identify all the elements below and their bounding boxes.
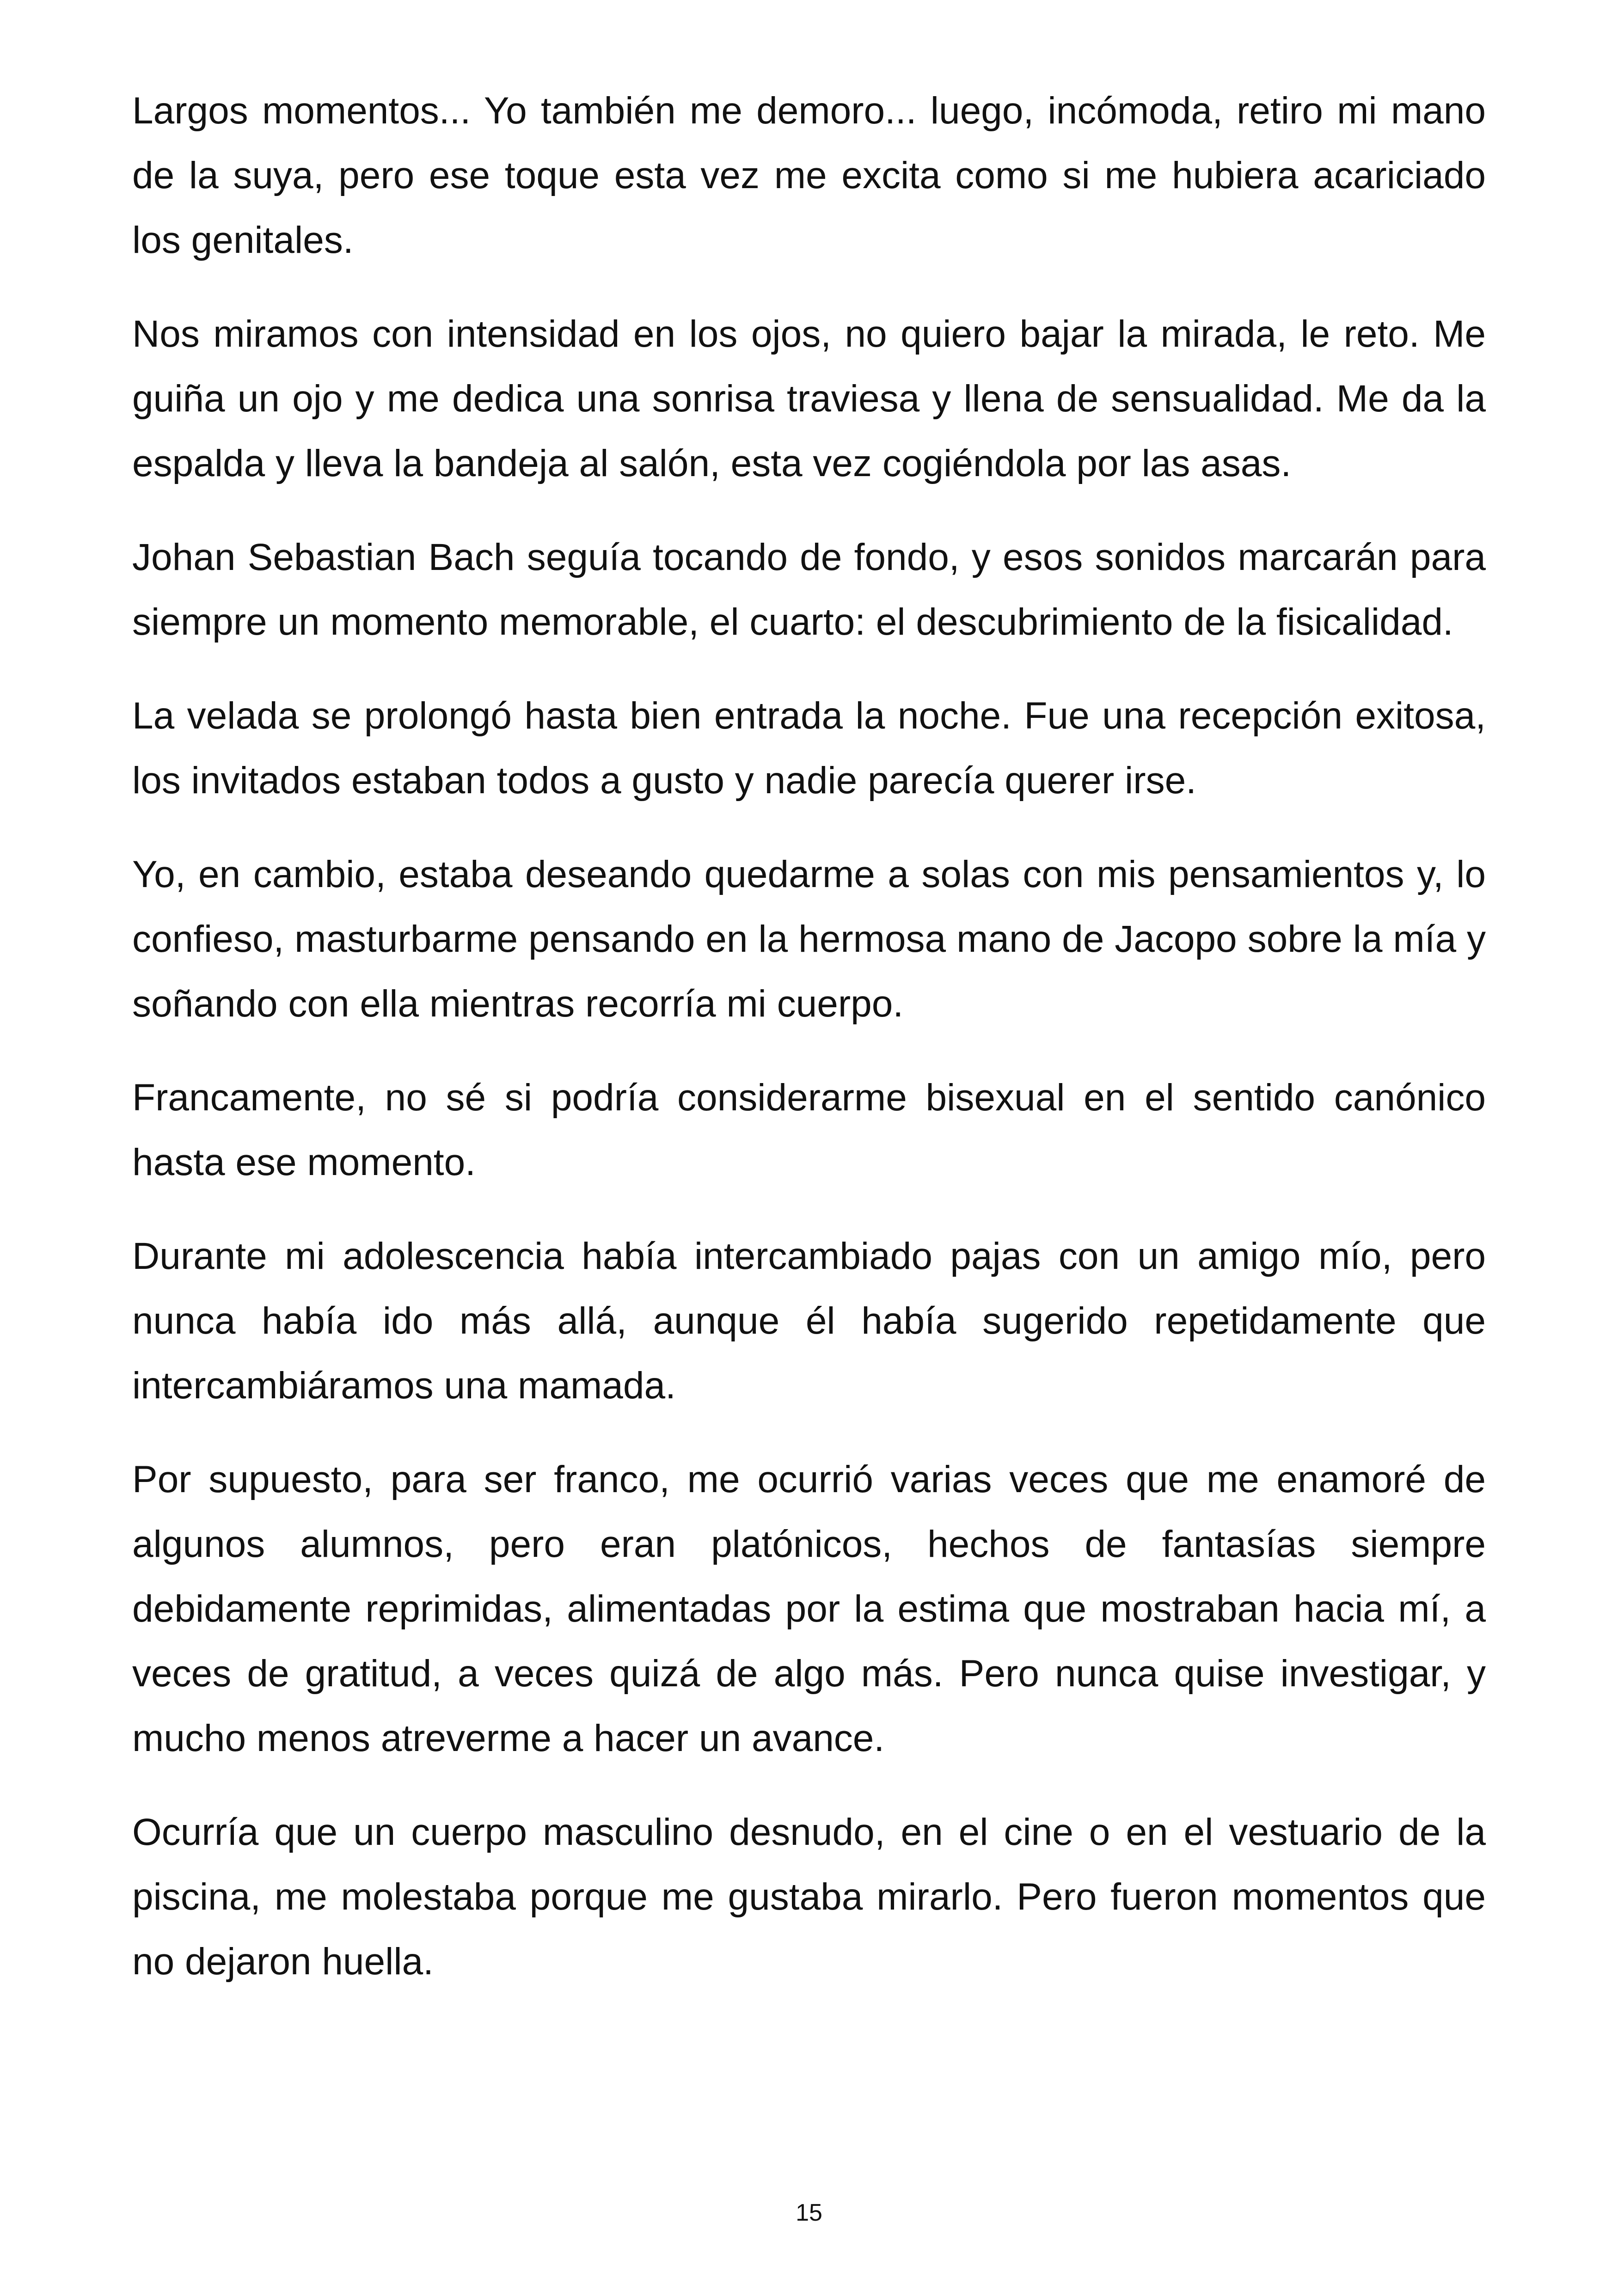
paragraph: Por supuesto, para ser franco, me ocurrió varias veces que me enamoré de algunos alumnos, pero eran platónicos, hechos de fantasías siempre debidamente reprimidas, alimentadas por la estima que mostraban hacia mí, a veces de gratitud, a veces quizá de algo más. Pero nunca quise investigar, y mucho menos atreverme a hacer un avance. [132, 1458, 1486, 1759]
paragraph: Durante mi adolescencia había intercambiado pajas con un amigo mío, pero nunca había ido más allá, aunque él había sugerido repetidamente que intercambiáramos una mamada. [132, 1235, 1486, 1407]
body-text [132, 79, 1486, 2023]
paragraph: La velada se prolongó hasta bien entrada la noche. Fue una recepción exitosa, los invitados estaban todos a gusto y nadie parecía querer irse. [132, 695, 1486, 802]
page-number: 15 [796, 2199, 822, 2226]
paragraph: Yo, en cambio, estaba deseando quedarme a solas con mis pensamientos y, lo confieso, masturbarme pensando en la hermosa mano de Jacopo sobre la mía y soñando con ella mientras recorría mi cuerpo. [132, 853, 1486, 1025]
paragraph: Johan Sebastian Bach seguía tocando de fondo, y esos sonidos marcarán para siempre un momento memorable, el cuarto: el descubrimiento de la fisicalidad. [132, 536, 1486, 643]
paragraph: Nos miramos con intensidad en los ojos, no quiero bajar la mirada, le reto. Me guiña un ojo y me dedica una sonrisa traviesa y llena de sensualidad. Me da la espalda y lleva la bandeja al salón, esta vez cogiéndola por las asas. [132, 313, 1486, 484]
paragraph: Ocurría que un cuerpo masculino desnudo, en el cine o en el vestuario de la piscina, me molestaba porque me gustaba mirarlo. Pero fueron momentos que no dejaron huella. [132, 1811, 1486, 1983]
paragraph: Largos momentos... Yo también me demoro... luego, incómoda, retiro mi mano de la suya, pero ese toque esta vez me excita como si me hubiera acariciado los genitales. [132, 90, 1486, 261]
paragraph: Francamente, no sé si podría considerarme bisexual en el sentido canónico hasta ese momento. [132, 1077, 1486, 1183]
